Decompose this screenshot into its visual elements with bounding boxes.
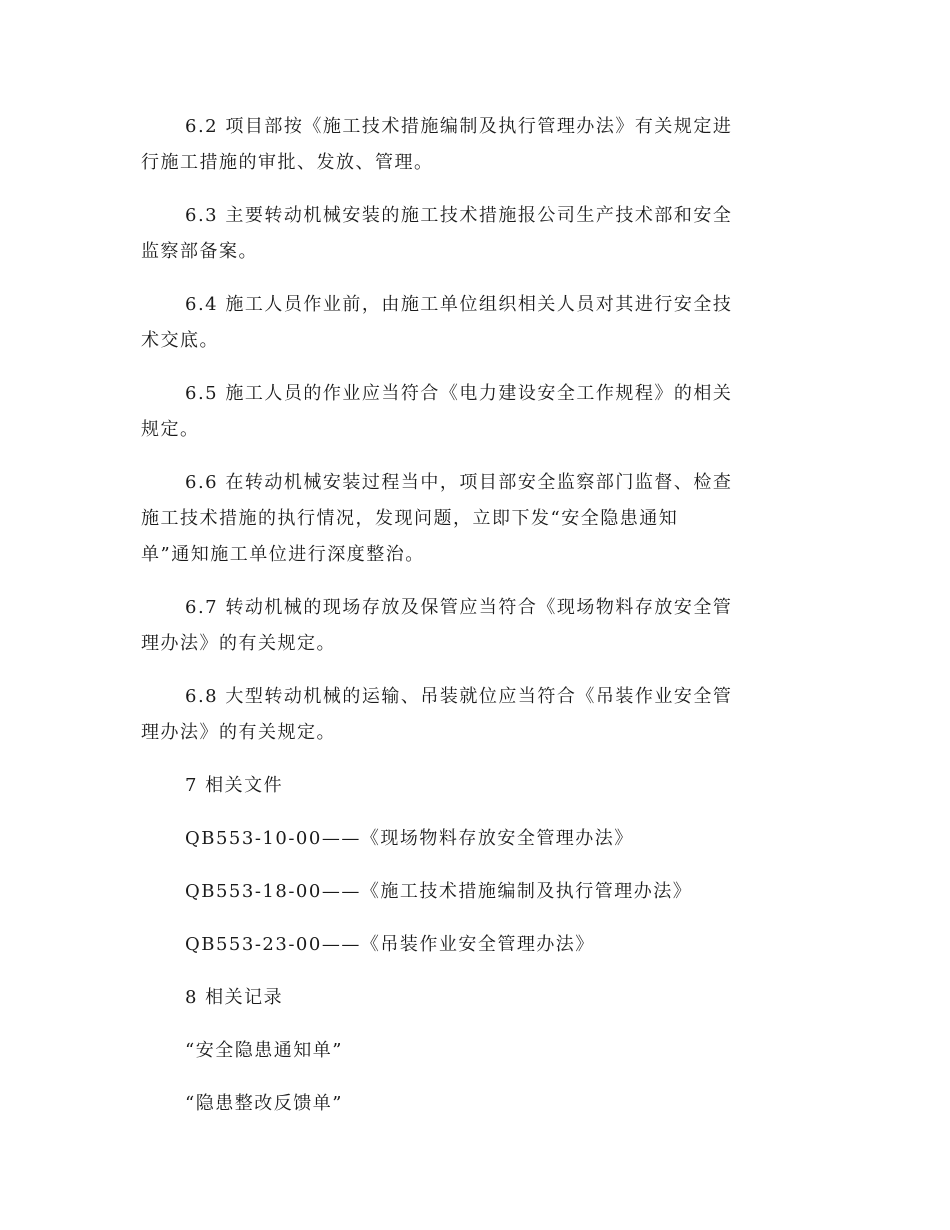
- clause-line: 6.8 大型转动机械的运输、吊装就位应当符合《吊装作业安全管: [185, 686, 733, 707]
- clause-6-4: [141, 287, 796, 359]
- section-8-heading: 8 相关记录: [185, 987, 284, 1008]
- clause-line: 规定。: [141, 419, 200, 440]
- related-record-item: “安全隐患通知单”: [185, 1040, 343, 1061]
- related-document-item: QB553-10-00——《现场物料存放安全管理办法》: [185, 828, 634, 849]
- clause-6-6: [141, 465, 796, 573]
- clause-6-8: [141, 679, 796, 751]
- related-document-item: QB553-23-00——《吊装作业安全管理办法》: [185, 934, 595, 955]
- clause-6-7: [141, 590, 796, 662]
- clause-line: 6.5 施工人员的作业应当符合《电力建设安全工作规程》的相关: [185, 383, 733, 404]
- related-document-item: QB553-18-00——《施工技术措施编制及执行管理办法》: [185, 881, 693, 902]
- clause-line: 6.7 转动机械的现场存放及保管应当符合《现场物料存放安全管: [185, 597, 733, 618]
- related-record-item: “隐患整改反馈单”: [185, 1093, 343, 1114]
- clause-6-5: [141, 376, 796, 448]
- clause-line: 6.2 项目部按《施工技术措施编制及执行管理办法》有关规定进: [185, 116, 733, 137]
- clause-line: 6.4 施工人员作业前，由施工单位组织相关人员对其进行安全技: [185, 294, 733, 315]
- clause-6-3: [141, 198, 796, 270]
- section-7-heading: 7 相关文件: [185, 775, 284, 796]
- clause-line: 监察部备案。: [141, 241, 258, 262]
- clause-line: 术交底。: [141, 330, 219, 351]
- clause-line: 理办法》的有关规定。: [141, 722, 336, 743]
- clause-line: 6.3 主要转动机械安装的施工技术措施报公司生产技术部和安全: [185, 205, 733, 226]
- clause-line: 行施工措施的审批、发放、管理。: [141, 152, 434, 173]
- clause-6-2: [141, 109, 796, 181]
- clause-line: 单”通知施工单位进行深度整治。: [141, 544, 425, 565]
- clause-line: 理办法》的有关规定。: [141, 633, 336, 654]
- clause-line: 施工技术措施的执行情况，发现问题，立即下发“安全隐患通知: [141, 508, 679, 529]
- clause-line: 6.6 在转动机械安装过程当中，项目部安全监察部门监督、检查: [185, 472, 733, 493]
- document-body: [141, 109, 796, 1139]
